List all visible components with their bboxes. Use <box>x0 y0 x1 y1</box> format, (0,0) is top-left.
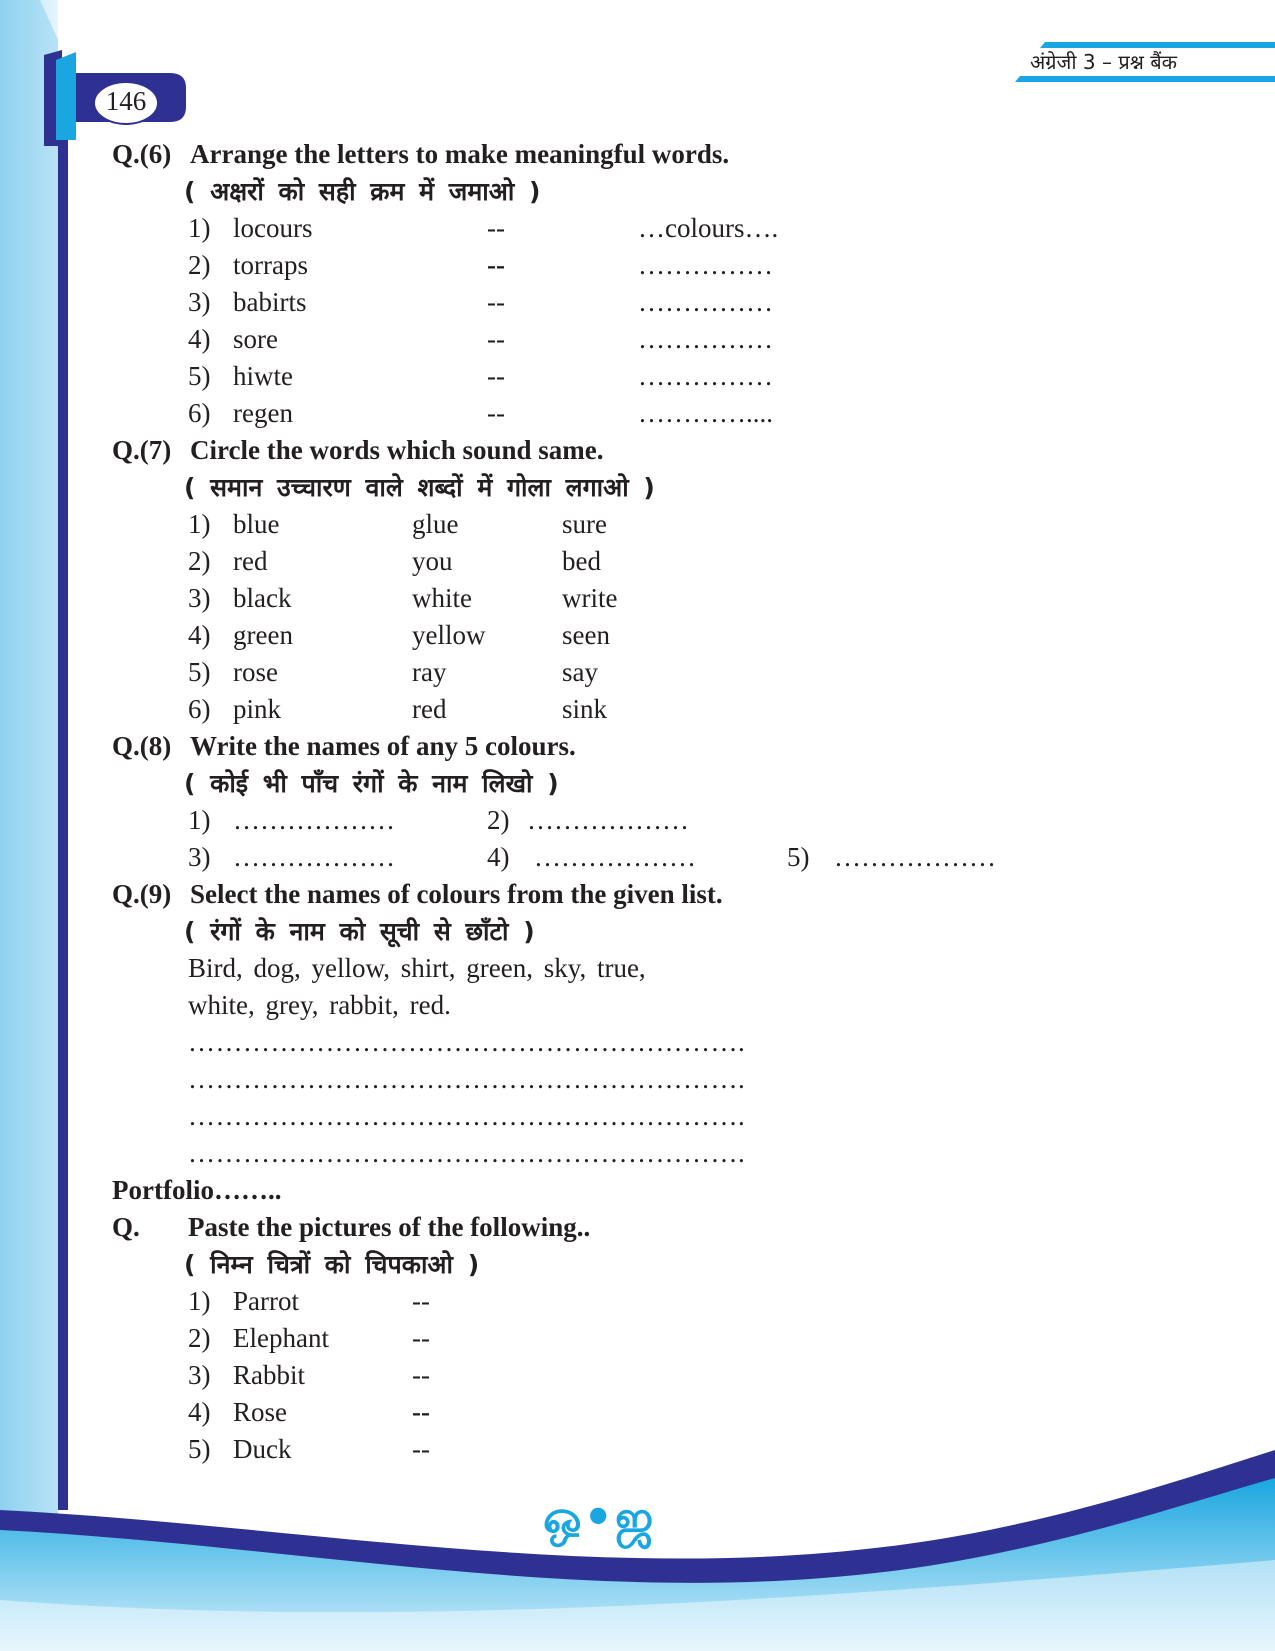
separator: -- <box>412 1434 430 1464</box>
item-number: 4) <box>188 1397 211 1427</box>
question-number: Q.(7) <box>112 435 172 465</box>
answer-blank: …………… <box>638 287 773 317</box>
item-number: 1) <box>188 509 211 539</box>
separator: -- <box>412 1360 430 1390</box>
item-number: 5) <box>787 842 810 872</box>
question-text: Circle the words which sound same. <box>190 435 604 465</box>
word-option-b[interactable]: red <box>412 694 447 724</box>
question-number: Q. <box>112 1212 140 1242</box>
list-item <box>112 580 1232 617</box>
item-number: 1) <box>188 1286 211 1316</box>
answer-blank[interactable]: ……………… <box>527 805 689 835</box>
word-option-c[interactable]: bed <box>562 546 601 576</box>
word-list-line: Bird, dog, yellow, shirt, green, sky, true, <box>188 953 646 983</box>
answer-line[interactable]: ……………………………………………………. <box>188 1101 746 1131</box>
question-7-hindi: ( समान उच्चारण वाले शब्दों में गोला लगाओ ) <box>184 473 655 502</box>
page-number: 146 <box>105 86 147 116</box>
separator: -- <box>487 324 505 354</box>
word-option-b[interactable]: glue <box>412 509 459 539</box>
list-item <box>112 210 1232 247</box>
header-title: अंग्रेजी 3 – प्रश्न बैंक <box>1030 50 1178 74</box>
picture-name: Rabbit <box>233 1360 305 1390</box>
question-text: Paste the pictures of the following.. <box>188 1212 591 1242</box>
jumbled-word: torraps <box>233 250 308 280</box>
separator: -- <box>412 1286 430 1316</box>
jumbled-word: regen <box>233 398 293 428</box>
picture-name: Elephant <box>233 1323 329 1353</box>
question-number: Q.(6) <box>112 139 172 169</box>
list-item <box>112 321 1232 358</box>
answer-blank[interactable]: ……………… <box>233 805 395 835</box>
answer-blank: …colours…. <box>638 213 779 243</box>
picture-name: Rose <box>233 1397 287 1427</box>
item-number: 6) <box>188 694 211 724</box>
item-number: 2) <box>188 546 211 576</box>
separator: -- <box>412 1397 430 1427</box>
answer-blank[interactable]: ……………… <box>534 842 696 872</box>
list-item <box>112 284 1232 321</box>
word-option-b[interactable]: white <box>412 583 472 613</box>
list-item <box>112 1357 1232 1394</box>
list-item <box>112 247 1232 284</box>
item-number: 6) <box>188 398 211 428</box>
item-number: 2) <box>188 250 211 280</box>
list-item <box>112 654 1232 691</box>
word-option-a[interactable]: rose <box>233 657 278 687</box>
item-number: 4) <box>487 842 510 872</box>
question-6-hindi: ( अक्षरों को सही क्रम में जमाओ ) <box>184 177 541 206</box>
blank-row <box>112 802 1232 839</box>
question-6-title <box>112 136 1232 173</box>
question-text: Arrange the letters to make meaningful words. <box>190 139 730 169</box>
worksheet-content <box>112 136 1232 1468</box>
question-8-title <box>112 728 1232 765</box>
jumbled-word: locours <box>233 213 313 243</box>
list-item <box>112 1394 1232 1431</box>
footer-ornament-icon: ஒ•ஜ <box>543 1490 656 1544</box>
item-number: 2) <box>487 805 510 835</box>
separator: -- <box>487 398 505 428</box>
question-7-title <box>112 432 1232 469</box>
item-number: 3) <box>188 842 211 872</box>
separator: -- <box>487 287 505 317</box>
jumbled-word: hiwte <box>233 361 293 391</box>
item-number: 5) <box>188 1434 211 1464</box>
item-number: 5) <box>188 361 211 391</box>
portfolio-question-title <box>112 1209 1232 1246</box>
question-6-list <box>112 210 1232 432</box>
answer-blank: …………… <box>638 324 773 354</box>
question-number: Q.(8) <box>112 731 172 761</box>
list-item <box>112 1431 1232 1468</box>
word-option-a[interactable]: red <box>233 546 268 576</box>
question-8-hindi: ( कोई भी पाँच रंगों के नाम लिखो ) <box>184 769 559 798</box>
word-option-b[interactable]: ray <box>412 657 447 687</box>
question-8-blanks <box>112 802 1232 876</box>
portfolio-hindi: ( निम्न चित्रों को चिपकाओ ) <box>184 1250 480 1279</box>
item-number: 2) <box>188 1323 211 1353</box>
picture-name: Parrot <box>233 1286 299 1316</box>
picture-name: Duck <box>233 1434 292 1464</box>
list-item <box>112 395 1232 432</box>
item-number: 5) <box>188 657 211 687</box>
question-text: Select the names of colours from the given list. <box>190 879 723 909</box>
item-number: 1) <box>188 213 211 243</box>
question-7-list <box>112 506 1232 728</box>
list-item <box>112 506 1232 543</box>
word-option-c[interactable]: say <box>562 657 598 687</box>
list-item <box>112 691 1232 728</box>
jumbled-word: sore <box>233 324 278 354</box>
word-list-line: white, grey, rabbit, red. <box>188 990 451 1020</box>
jumbled-word: babirts <box>233 287 307 317</box>
portfolio-list <box>112 1283 1232 1468</box>
word-option-b[interactable]: yellow <box>412 620 486 650</box>
list-item <box>112 617 1232 654</box>
list-item <box>112 543 1232 580</box>
separator: -- <box>487 250 505 280</box>
answer-blank: …………… <box>638 250 773 280</box>
word-option-a[interactable]: pink <box>233 694 282 724</box>
word-option-b[interactable]: you <box>412 546 453 576</box>
answer-blank[interactable]: ……………… <box>233 842 395 872</box>
answer-blank: …………… <box>638 361 773 391</box>
word-option-a[interactable]: blue <box>233 509 280 539</box>
item-number: 3) <box>188 287 211 317</box>
separator: -- <box>487 213 505 243</box>
item-number: 3) <box>188 583 211 613</box>
item-number: 4) <box>188 324 211 354</box>
question-9-title <box>112 876 1232 913</box>
answer-line[interactable]: ……………………………………………………. <box>188 1138 746 1168</box>
word-option-c[interactable]: sink <box>562 694 608 724</box>
word-option-c[interactable]: write <box>562 583 618 613</box>
question-text: Write the names of any 5 colours. <box>190 731 576 761</box>
question-number: Q.(9) <box>112 879 172 909</box>
word-option-c[interactable]: seen <box>562 620 610 650</box>
answer-line[interactable]: ……………………………………………………. <box>188 1064 746 1094</box>
list-item <box>112 1283 1232 1320</box>
blank-row <box>112 839 1232 876</box>
word-option-a[interactable]: green <box>233 620 293 650</box>
word-option-a[interactable]: black <box>233 583 292 613</box>
item-number: 4) <box>188 620 211 650</box>
answer-blank[interactable]: ……………… <box>834 842 996 872</box>
item-number: 3) <box>188 1360 211 1390</box>
word-option-c[interactable]: sure <box>562 509 607 539</box>
item-number: 1) <box>188 805 211 835</box>
separator: -- <box>412 1323 430 1353</box>
question-9-hindi: ( रंगों के नाम को सूची से छाँटो ) <box>184 917 535 946</box>
answer-line[interactable]: ……………………………………………………. <box>188 1027 746 1057</box>
separator: -- <box>487 361 505 391</box>
list-item <box>112 358 1232 395</box>
list-item <box>112 1320 1232 1357</box>
portfolio-heading: Portfolio…….. <box>112 1175 282 1205</box>
answer-blank: ………….... <box>638 398 773 428</box>
